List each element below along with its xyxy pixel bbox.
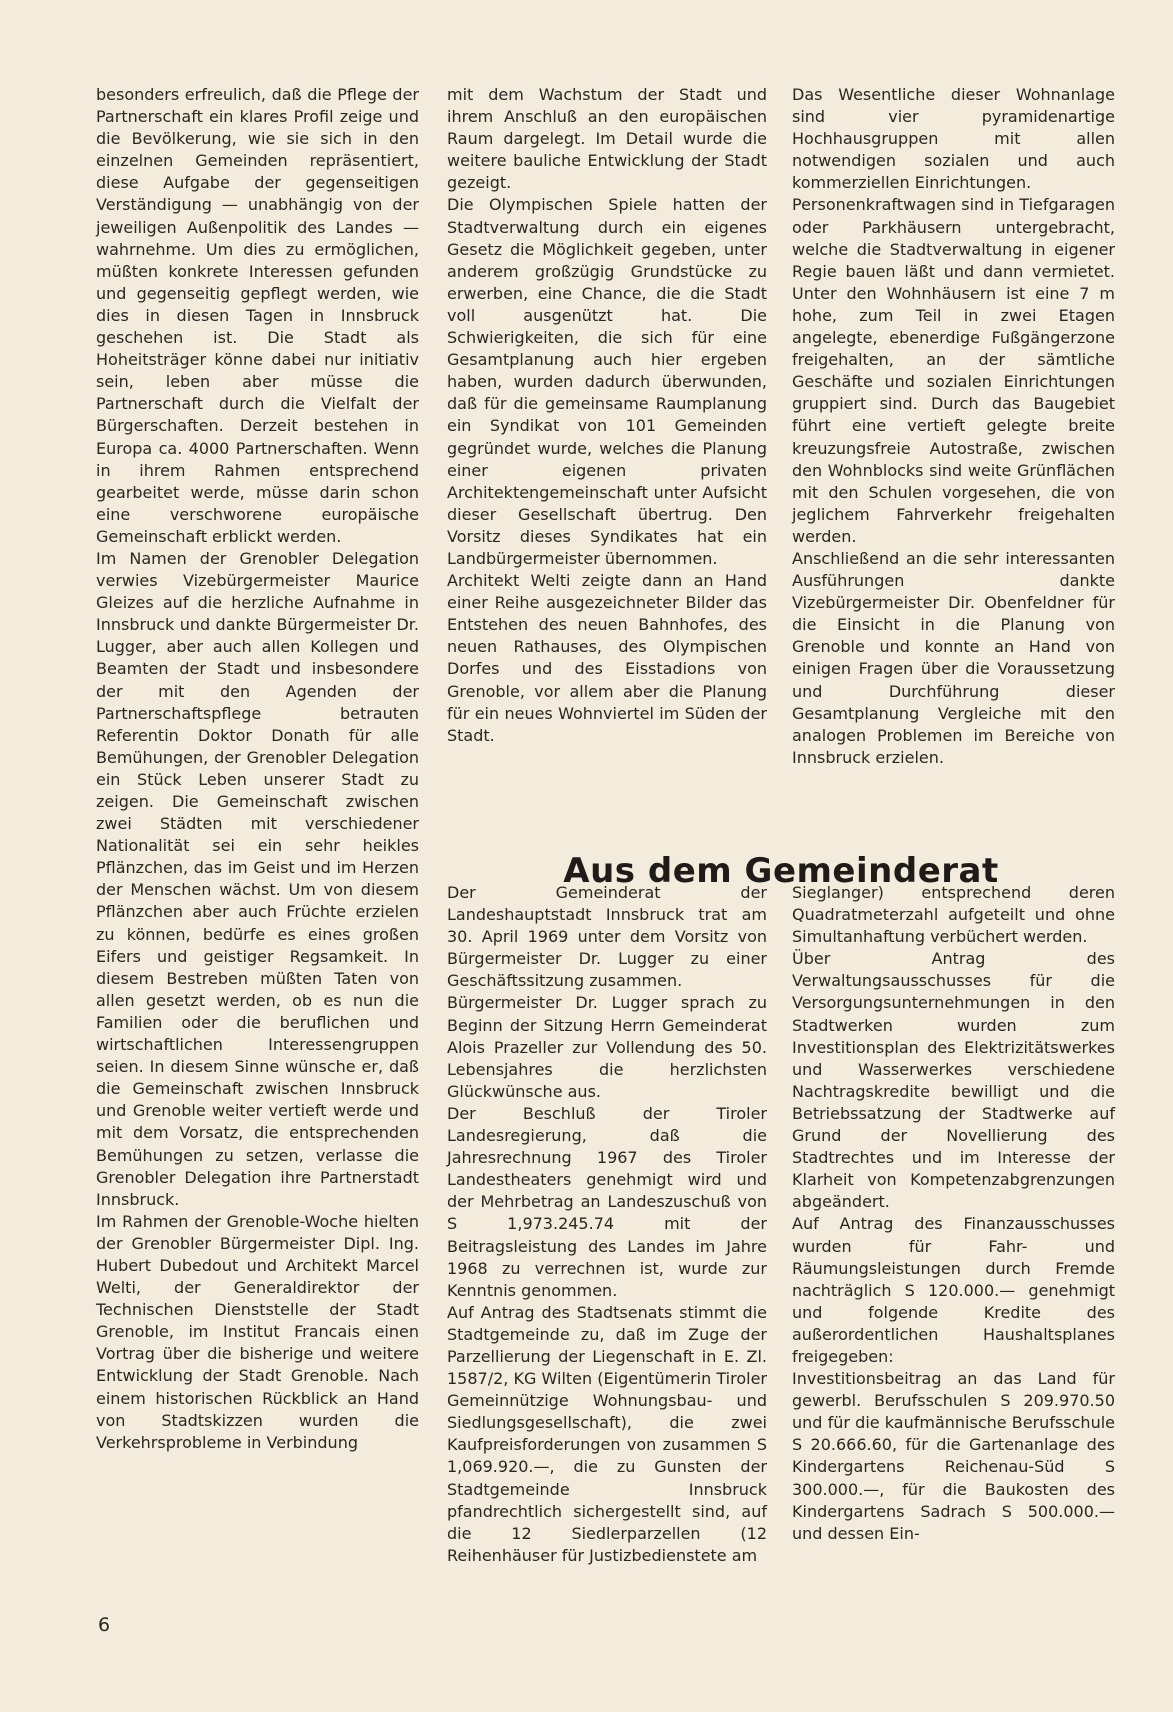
paragraph: Der Gemeinderat der Landeshauptstadt Innsbruck trat am 30. April 1969 unter dem Vorsitz von Bürgermeister Dr. Lugger zu einer Geschäftssitzung zusammen. [447, 883, 767, 991]
text-column-right-bottom [792, 882, 1115, 1545]
page-number: 6 [98, 1614, 111, 1636]
paragraph: Über Antrag des Verwaltungsausschusses für die Versorgungsunternehmungen in den Stadtwerken wurden zum Investitionsplan des Elektrizitätswerkes und Wasserwerkes verschiedene Nachtragskredite bewilligt und die Betriebssatzung der Stadtwerke auf Grund der Novellierung des Stadtrechtes und im Interesse der Klarheit von Kompetenzabgrenzungen abgeändert. [792, 949, 1115, 1212]
text-column-right-top [792, 84, 1115, 769]
text-column-left [96, 84, 419, 1454]
paragraph: Im Namen der Grenobler Delegation verwies Vizebürgermeister Maurice Gleizes auf die herzliche Aufnahme in Innsbruck und dankte Bürgermeister Dr. Lugger, aber auch allen Kollegen und Beamten der Stadt und insbesondere der mit den Agenden der Partnerschaftspflege betrauten Referentin Doktor Donath für alle Bemühungen, der Grenobler Delegation ein Stück Leben unserer Stadt zu zeigen. Die Gemeinschaft zwischen zwei Städten mit verschiedener Nationalität sei ein sehr heikles Pflänzchen, das im Geist und im Herzen der Menschen wächst. Um von diesem Pflänzchen aber auch Früchte erzielen zu können, bedürfe es eines großen Eifers und geistiger Regsamkeit. In diesem Bestreben müßten Taten von allen gesetzt werden, ob es nun die Familien oder die beruflichen und wirtschaftlichen Interessengruppen seien. In diesem Sinne wünsche er, daß die Gemeinschaft zwischen Innsbruck und Grenoble weiter vertieft werde und mit dem Vorsatz, die entsprechenden Bemühungen zu setzen, verlasse die Grenobler Delegation ihre Partnerstadt Innsbruck. [96, 548, 419, 1209]
paragraph: Anschließend an die sehr interessanten Ausführungen dankte Vizebürgermeister Dir. Obenfeldner für die Einsicht in die Planung von Grenoble und konnte an Hand von einigen Fragen über die Voraussetzung und Durchführung dieser Gesamtplanung Vergleiche mit den analogen Problemen im Bereiche von Innsbruck erzielen. [792, 548, 1115, 767]
paragraph: mit dem Wachstum der Stadt und ihrem Anschluß an den europäischen Raum dargelegt. Im Detail wurde die weitere bauliche Entwicklung der Stadt gezeigt. [447, 85, 767, 193]
paragraph: Die Olympischen Spiele hatten der Stadtverwaltung durch ein eigenes Gesetz die Möglichkeit gegeben, unter anderem großzügig Grundstücke zu erwerben, eine Chance, die die Stadt voll ausgenützt hat. Die Schwierigkeiten, die sich für eine Gesamtplanung auch hier ergeben haben, wurden dadurch überwunden, daß für die gemeinsame Raumplanung ein Syndikat von 101 Gemeinden gegründet wurde, welches die Planung einer eigenen privaten Architektengemeinschaft unter Aufsicht dieser Gesellschaft übertrug. Den Vorsitz dieses Syndikates hat ein Landbürgermeister übernommen. [447, 195, 767, 568]
paragraph: Architekt Welti zeigte dann an Hand einer Reihe ausgezeichneter Bilder das Entstehen des neuen Bahnhofes, des neuen Rathauses, des Olympischen Dorfes und des Eisstadions von Grenoble, vor allem aber die Planung für ein neues Wohnviertel im Süden der Stadt. [447, 571, 767, 745]
paragraph: Auf Antrag des Stadtsenats stimmt die Stadtgemeinde zu, daß im Zuge der Parzellierung der Liegenschaft in E. Zl. 1587/2, KG Wilten (Eigentümerin Tiroler Gemeinnützige Wohnungsbau- und Siedlungsgesellschaft), die zwei Kaufpreisforderungen von zusammen S 1,069.920.—, die zu Gunsten der Stadtgemeinde Innsbruck pfandrechtlich sichergestellt sind, auf die 12 Siedlerparzellen (12 Reihenhäuser für Justizbedienstete am [447, 1302, 767, 1565]
text-column-middle-top [447, 84, 767, 747]
paragraph: Sieglanger) entsprechend deren Quadratmeterzahl aufgeteilt und ohne Simultanhaftung verbüchert werden. [792, 883, 1115, 947]
paragraph: Investitionsbeitrag an das Land für gewerbl. Berufsschulen S 209.970.50 und für die kaufmännische Berufsschule S 20.666.60, für die Gartenanlage des Kindergartens Reichenau-Süd S 300.000.—, für die Baukosten des Kindergartens Sadrach S 500.000.— und dessen Ein- [792, 1369, 1115, 1543]
section-heading: Aus dem Gemeinderat [563, 850, 999, 891]
paragraph: Personenkraftwagen sind in Tiefgaragen oder Parkhäusern untergebracht, welche die Stadtverwaltung in eigener Regie bauen läßt und dann vermietet. Unter den Wohnhäusern ist eine 7 m hohe, zum Teil in zwei Etagen angelegte, ebenerdige Fußgängerzone freigehalten, an der sämtliche Geschäfte und sozialen Einrichtungen gruppiert sind. Durch das Baugebiet führt eine vertieft gelegte breite kreuzungsfreie Autostraße, zwischen den Wohnblocks sind weite Grünflächen mit den Schulen vorgesehen, die von jeglichem Fahrverkehr freigehalten werden. [792, 195, 1115, 546]
paragraph: Auf Antrag des Finanzausschusses wurden für Fahr- und Räumungsleistungen durch Fremde nachträglich S 120.000.— genehmigt und folgende Kredite des außerordentlichen Haushaltsplanes freigegeben: [792, 1214, 1115, 1366]
paragraph: Bürgermeister Dr. Lugger sprach zu Beginn der Sitzung Herrn Gemeinderat Alois Prazeller zur Vollendung des 50. Lebensjahres die herzlichsten Glückwünsche aus. [447, 993, 767, 1101]
paragraph: Im Rahmen der Grenoble-Woche hielten der Grenobler Bürgermeister Dipl. Ing. Hubert Dubedout und Architekt Marcel Welti, der Generaldirektor der Technischen Dienststelle der Stadt Grenoble, im Institut Francais einen Vortrag über die bisherige und weitere Entwicklung der Stadt Grenoble. Nach einem historischen Rückblick an Hand von Stadtskizzen wurden die Verkehrsprobleme in Verbindung [96, 1211, 419, 1452]
paragraph: besonders erfreulich, daß die Pflege der Partnerschaft ein klares Profil zeige und die Bevölkerung, wie sie sich in den einzelnen Gemeinden repräsentiert, diese Aufgabe der gegenseitigen Verständigung — unabhängig von der jeweiligen Außenpolitik des Landes — wahrnehme. Um dies zu ermöglichen, müßten konkrete Interessen gefunden und gegenseitig gepflegt werden, wie dies in diesen Tagen in Innsbruck geschehen ist. Die Stadt als Hoheitsträger könne dabei nur initiativ sein, leben aber müsse die Partnerschaft durch die Vielfalt der Bürgerschaften. Derzeit bestehen in Europa ca. 4000 Partnerschaften. Wenn in ihrem Rahmen entsprechend gearbeitet werde, müsse darin schon eine verschworene europäische Gemeinschaft erblickt werden. [96, 85, 419, 546]
paragraph: Das Wesentliche dieser Wohnanlage sind vier pyramidenartige Hochhausgruppen mit allen notwendigen sozialen und auch kommerziellen Einrichtungen. [792, 85, 1115, 193]
paragraph: Der Beschluß der Tiroler Landesregierung, daß die Jahresrechnung 1967 des Tiroler Landestheaters genehmigt wird und der Mehrbetrag an Landeszuschuß von S 1,973.245.74 mit der Beitragsleistung des Landes im Jahre 1968 zu verrechnen ist, wurde zur Kenntnis genommen. [447, 1103, 767, 1300]
text-column-middle-bottom [447, 882, 767, 1567]
